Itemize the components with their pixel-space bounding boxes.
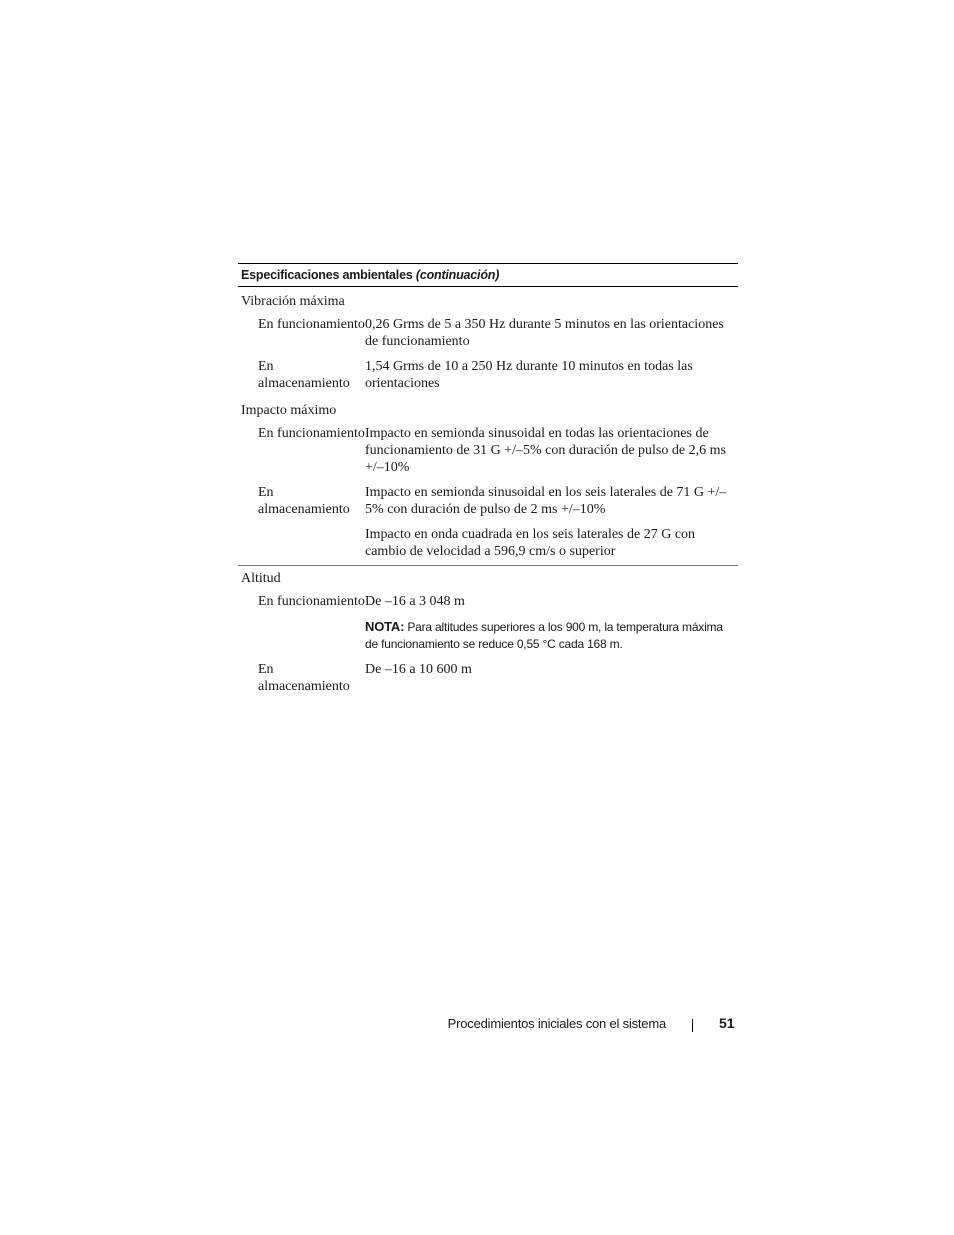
row-label [238, 618, 365, 653]
row-label: En funcionamiento [258, 594, 365, 609]
row-label: En almacenamiento [258, 485, 350, 517]
row-value: Impacto en semionda sinusoidal en todas las orientaciones de funcionamiento de 31 G +/–5% con duración de pulso de 2,6 ms +/–10% [365, 426, 726, 475]
section-title: Altitud [241, 571, 281, 586]
row-value: 1,54 Grms de 10 a 250 Hz durante 10 minutos en todas las orientaciones [365, 359, 693, 391]
table-row [238, 618, 738, 661]
table-header-title: Especificaciones ambientales [241, 268, 413, 282]
row-label: En almacenamiento [258, 662, 350, 694]
section-title: Impacto máximo [241, 403, 337, 418]
note-label: NOTA: [365, 619, 405, 634]
row-label: En almacenamiento [258, 359, 350, 391]
note [365, 618, 738, 653]
table-header [238, 263, 738, 287]
note-text: Para altitudes superiores a los 900 m, la temperatura máxima de funcionamiento se reduce 0,55 °C cada 168 m. [365, 620, 723, 651]
footer-section-title: Procedimientos iniciales con el sistema [447, 1016, 666, 1031]
row-label [238, 526, 365, 560]
page-number: 51 [719, 1015, 735, 1031]
table-row [238, 316, 738, 358]
row-value: 0,26 Grms de 5 a 350 Hz durante 5 minutos en las orientaciones de funcionamiento [365, 317, 724, 349]
section-max-shock [238, 400, 738, 566]
table-row [238, 484, 738, 526]
table-row [238, 526, 738, 565]
footer-separator [692, 1019, 693, 1032]
table-row [238, 358, 738, 400]
row-label: En funcionamiento [258, 317, 365, 332]
section-title: Vibración máxima [241, 294, 345, 309]
row-label: En funcionamiento [258, 426, 365, 441]
row-value: Impacto en semionda sinusoidal en los seis laterales de 71 G +/–5% con duración de pulso de 2 ms +/–10% [365, 485, 727, 517]
row-value: De –16 a 3 048 m [365, 594, 465, 609]
table-row [238, 425, 738, 484]
section-max-vibration [238, 287, 738, 400]
table-row [238, 593, 738, 618]
row-value: Impacto en onda cuadrada en los seis laterales de 27 G con cambio de velocidad a 596,9 cm/s o superior [365, 527, 696, 559]
row-value: De –16 a 10 600 m [365, 662, 472, 677]
table-header-continued: (continuación) [415, 268, 500, 282]
page-footer [0, 1014, 954, 1034]
section-altitude [238, 566, 738, 703]
table-row [238, 661, 738, 703]
environmental-specs-table [238, 263, 738, 703]
